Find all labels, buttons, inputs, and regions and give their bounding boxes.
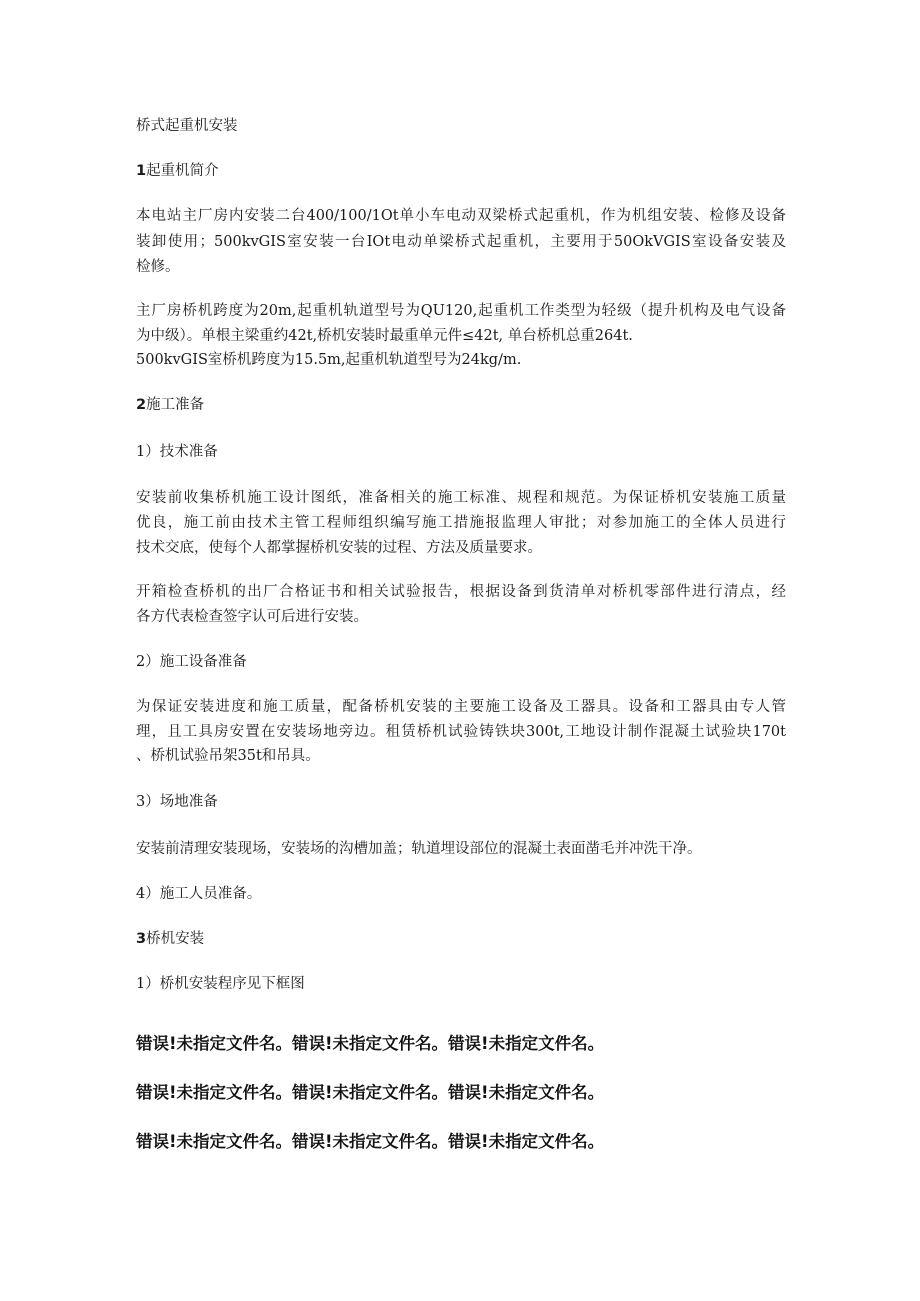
paragraph-line: 安装前清理安装现场，安装场的沟槽加盖；轨道埋设部位的混凝土表面凿毛并冲洗干净。 xyxy=(136,841,702,857)
document-title: 桥式起重机安装 xyxy=(136,118,238,134)
paragraph-line: 理，且工具房安置在安装场地旁边。租赁桥机试验铸铁块300t,工地设计制作混凝土试验块170t xyxy=(136,724,786,740)
paragraph-line: 检修。 xyxy=(136,259,180,275)
section-1-heading xyxy=(136,161,219,181)
section-3-heading xyxy=(136,929,204,949)
error-message-line: 错误!未指定文件名。错误!未指定文件名。错误!未指定文件名。 xyxy=(136,1132,605,1151)
paragraph-line: 为中级）。单根主梁重约42t,桥机安装时最重单元件≤42t, 单台桥机总重264t. xyxy=(136,328,633,344)
paragraph-line: 为保证安装进度和施工质量，配备桥机安装的主要施工设备及工器具。设备和工器具由专人管 xyxy=(136,699,786,715)
error-message-line: 错误!未指定文件名。错误!未指定文件名。错误!未指定文件名。 xyxy=(136,1083,605,1102)
section-1-number: 1 xyxy=(136,163,147,179)
paragraph-line: 安装前收集桥机施工设计图纸，准备相关的施工标准、规程和规范。为保证桥机安装施工质量 xyxy=(136,490,786,506)
paragraph-line: 装卸使用；500kvGIS室安装一台IOt电动单梁桥式起重机，主要用于50OkVGIS室设备安装及 xyxy=(136,234,786,250)
section-3-title: 桥机安装 xyxy=(146,931,205,947)
paragraph-line: 主厂房桥机跨度为20m,起重机轨道型号为QU120,起重机工作类型为轻级（提升机构及电气设备 xyxy=(136,303,786,319)
paragraph-line: 技术交底，使每个人都掌握桥机安装的过程、方法及质量要求。 xyxy=(136,540,542,556)
paragraph-line: 本电站主厂房内安装二台400/100/1Ot单小车电动双梁桥式起重机，作为机组安装、检修及设备 xyxy=(136,208,786,224)
section-2-title: 施工准备 xyxy=(146,397,205,413)
subsection-heading: 1）技术准备 xyxy=(136,444,218,460)
subsection-heading: 3）场地准备 xyxy=(136,794,218,810)
section-1-title: 起重机简介 xyxy=(146,163,219,179)
error-message-line: 错误!未指定文件名。错误!未指定文件名。错误!未指定文件名。 xyxy=(136,1034,605,1053)
section-2-number: 2 xyxy=(136,397,147,413)
subsection-heading: 2）施工设备准备 xyxy=(136,654,247,670)
paragraph-line: 优良，施工前由技术主管工程师组织编写施工措施报监理人审批；对参加施工的全体人员进行 xyxy=(136,515,786,531)
paragraph-line: 各方代表检查签字认可后进行安装。 xyxy=(136,609,368,625)
section-2-heading xyxy=(136,395,204,415)
paragraph-line: 、桥机试验吊架35t和吊具。 xyxy=(136,748,320,764)
section-3-number: 3 xyxy=(136,931,147,947)
subsection-heading: 1）桥机安装程序见下框图 xyxy=(136,976,305,992)
paragraph-line: 500kvGIS室桥机跨度为15.5m,起重机轨道型号为24kg∕m. xyxy=(136,352,522,368)
subsection-heading: 4）施工人员准备。 xyxy=(136,886,262,902)
paragraph-line: 开箱检查桥机的出厂合格证书和相关试验报告，根据设备到货清单对桥机零部件进行清点，经 xyxy=(136,584,786,600)
